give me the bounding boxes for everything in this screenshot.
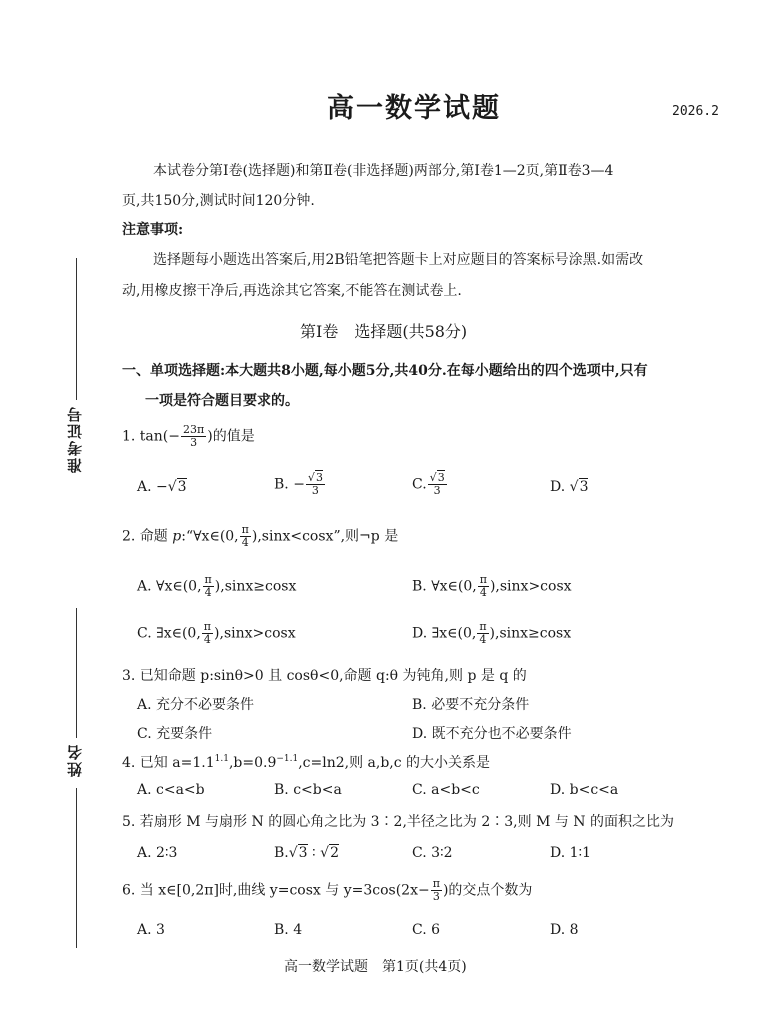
question-3-option-d: D. 既不充分也不必要条件 <box>412 726 572 742</box>
name-label: 姓名 <box>66 743 84 777</box>
question-4-option-c: C. a<b<c <box>412 782 480 798</box>
question-1-stem: 1. tan(− $\frac{23\pi}{3}$ )的值是 <box>122 423 255 449</box>
question-5-option-a: A. 2∶3 <box>137 845 178 861</box>
binding-line-top <box>76 258 77 400</box>
section-title: 第Ⅰ卷 选择题(共58分) <box>300 322 468 341</box>
question-1-option-a: A. −√3 <box>137 479 187 495</box>
notice-label: 注意事项: <box>122 222 184 238</box>
question-1-option-c: C. $\frac{√3}{3}$ <box>412 471 445 497</box>
question-1-option-d: D. √3 <box>550 479 589 495</box>
question-2-option-c: C. ∃x∈(0, $\frac{\pi}{4}$ ),sinx>cosx <box>137 620 296 646</box>
question-2-option-a: A. ∀x∈(0, $\frac{\pi}{4}$ ),sinx≥cosx <box>137 573 297 599</box>
notice-line-1: 选择题每小题选出答案后,用2B铅笔把答题卡上对应题目的答案标号涂黑.如需改 <box>153 252 644 268</box>
question-6-option-a: A. 3 <box>137 922 165 938</box>
question-5-option-c: C. 3∶2 <box>412 845 453 861</box>
intro-line-2: 页,共150分,测试时间120分钟. <box>122 193 315 209</box>
page-footer: 高一数学试题 第1页(共4页) <box>284 959 467 975</box>
question-6-option-d: D. 8 <box>550 922 579 938</box>
question-1-option-b: B. − $\frac{√3}{3}$ <box>274 471 323 497</box>
question-2-option-d: D. ∃x∈(0, $\frac{\pi}{4}$ ),sinx≥cosx <box>412 620 572 646</box>
exam-date: 2026.2 <box>672 104 719 119</box>
question-3-option-b: B. 必要不充分条件 <box>412 697 530 713</box>
question-6-option-b: B. 4 <box>274 922 303 938</box>
question-4-option-b: B. c<b<a <box>274 782 342 798</box>
part1-heading-line-1: 一、单项选择题:本大题共8小题,每小题5分,共40分.在每小题给出的四个选项中,只有 <box>122 363 648 379</box>
question-5-stem: 5. 若扇形 M 与扇形 N 的圆心角之比为 3∶2,半径之比为 2∶3,则 M 与 N 的面积之比为 <box>122 814 675 830</box>
question-3-option-c: C. 充要条件 <box>137 726 213 742</box>
exam-id-label: 准考证号 <box>66 405 84 473</box>
question-6-option-c: C. 6 <box>412 922 441 938</box>
question-4-option-a: A. c<a<b <box>137 782 205 798</box>
question-5-option-d: D. 1∶1 <box>550 845 592 861</box>
part1-heading-line-2: 一项是符合题目要求的。 <box>145 393 299 409</box>
binding-line-middle <box>76 608 77 738</box>
intro-line-1: 本试卷分第Ⅰ卷(选择题)和第Ⅱ卷(非选择题)两部分,第Ⅰ卷1—2页,第Ⅱ卷3—4 <box>153 163 614 179</box>
question-2-option-b: B. ∀x∈(0, $\frac{\pi}{4}$ ),sinx>cosx <box>412 573 572 599</box>
fraction: $\frac{23\pi}{3}$ <box>183 423 205 449</box>
question-4-option-d: D. b<c<a <box>550 782 619 798</box>
question-3-stem: 3. 已知命题 p:sinθ>0 且 cosθ<0,命题 q:θ 为钝角,则 p 是 q 的 <box>122 668 527 684</box>
notice-line-2: 动,用橡皮擦干净后,再选涂其它答案,不能答在测试卷上. <box>122 283 462 299</box>
question-2-stem: 2. 命题 p:“∀x∈(0, $\frac{\pi}{4}$ ),sinx<cosx”,则¬p 是 <box>122 523 399 549</box>
page-title: 高一数学试题 <box>327 93 501 124</box>
binding-line-bottom <box>76 788 77 948</box>
question-6-stem: 6. 当 x∈[0,2π]时,曲线 y=cosx 与 y=3cos(2x− $\frac{\pi}{3}$ )的交点个数为 <box>122 877 533 903</box>
question-5-option-b: B.√3 ∶ √2 <box>274 845 339 861</box>
question-4-stem: 4. 已知 $a=1.1^{1.1},b=0.9^{-1.1},c=\ln 2$,则 a,b,c 的大小关系是 <box>122 754 491 771</box>
question-3-option-a: A. 充分不必要条件 <box>137 697 255 713</box>
